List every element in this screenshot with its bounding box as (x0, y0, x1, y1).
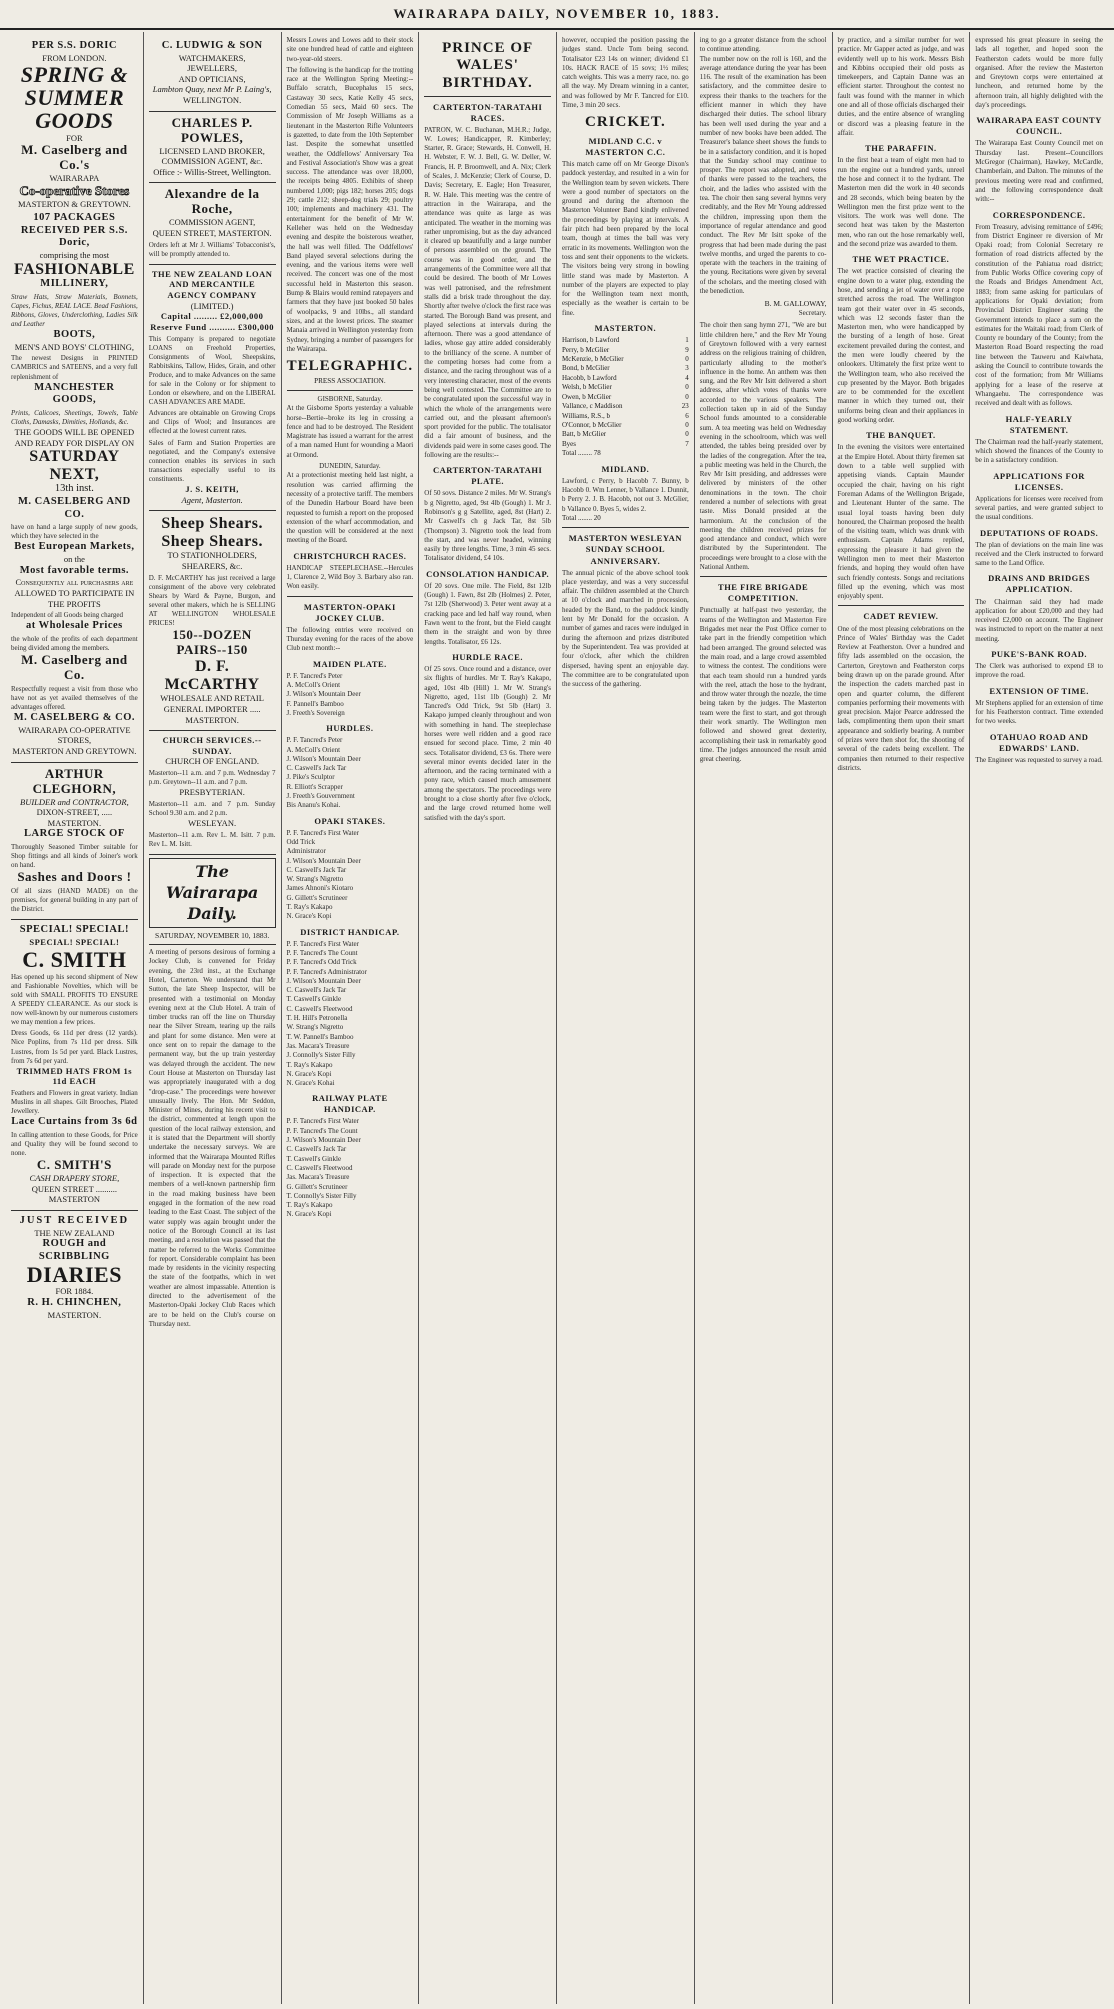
table-row (562, 364, 689, 373)
ad-caselberg: M. CASELBERG AND CO. (18, 496, 131, 520)
hurdles-heading: HURDLES. (326, 723, 374, 734)
prince-of-wales-headline: PRINCE OF WALES' (442, 40, 534, 73)
council-heading: WAIRARAPA EAST COUNTY COUNCIL. (976, 115, 1102, 137)
ad-line: PRESBYTERIAN. (179, 787, 245, 798)
ad-diaries: DIARIES (26, 1262, 122, 1288)
ad-line: LICENSED LAND BROKER, (159, 145, 265, 156)
wet-practice-heading: THE WET PRACTICE. (852, 254, 950, 265)
ad-manchester: MANCHESTER GOODS, (34, 381, 115, 406)
batsman-name: Perry, b McGlier (562, 345, 610, 354)
ad-line: MASTERTON. (47, 1309, 102, 1320)
table-row (562, 402, 689, 411)
opaki-entries: P. F. Tancred's First Water Odd Trick Administrator J. Wilson's Mountain Deer C. Caswell's Jack Tar W. Strang's Nigretto James Ahnoni's Kiotaro G. Gillett's Scrutineer T. Ray's Kakapo N. Grace's Kopi (286, 828, 361, 921)
ad-line: comprising the most (39, 249, 110, 260)
loan-agency-ad: THE NEW ZEALAND LOAN AND MERCANTILE AGENCY COMPANY (LIMITED.) Capital ......... £2,000,000 Reserve Fund .......... £300,000 This Company is prepared to negotiate LOANS on Freehold Properties, Consignments of Wool, Sheepskins, Rabbitskins, Tallow, Hides, Grain, and other Produce, and to make Advances on the same for sale in the Colony or for shipment to London or elsewhere, and on the LIBERAL CASH ADVANCES ARE MADE. Advances are obtainable on Growing Crops and Clips of Wool; and Insurances are effected at the lowest current rates. Sales of Farm and Station Properties are negotiated, and the Company's extensive connection enables its services in such transactions especially useful to its constituents. J. S. KEITH, Agent, Masterton. (149, 265, 276, 512)
correspondence-heading: CORRESPONDENCE. (992, 209, 1086, 220)
column-2 (144, 32, 282, 2004)
editorial-body: A meeting of persons desirous of forming a Jockey Club, is convened for Friday evening, the 23rd inst., at the Exchange Hotel, Carterton. We understand that Mr Sutton, the late Sheep Inspector, will be presented with a testimonial on Monday evening next at the Club Hotel. A train of timber trucks ran off the line on Thursday near the Silver Stream, tearing up the rails and plant for some distance. Men were at once sent on to repair the damage to the permanent way, but the up train yesterday was delayed through the accident. The new Court House at Masterton on Thursday last was appropriately inaugurated with a dog "drop-case." The proceedings were however unusually lively. The Hon. Mr Seddon, Minister of Mines, during his recent visit to the district, commented at length upon the question of the local railway extension, and it is stated that the Department will shortly undertake the necessary surveys. We are informed that the Wairarapa Mounted Rifles will parade on Monday next for the purpose of inspection. It is expected that the members of a well-known partnership firm in the road making business have been engaged in the formation of the new road leading to the East Coast. The subject of the water supply was again brought under the notice of the Borough Council at its last meeting, and a resolution was passed that the matter be referred to the Works Committee for report. Considerable complaint has been made by residents in the vicinity respecting the state of the footpaths, which in wet weather are almost impassable. Attention is directed to the advertisement of the Masterton-Opaki Jockey Club Races which are to be held on the Club's course on Thursday next. (148, 948, 276, 1328)
ad-name: C. LUDWIG & SON (161, 40, 263, 51)
ad-sign: M. Caselberg and Co. (21, 652, 128, 682)
ad-saturday: SATURDAY NEXT, (29, 448, 120, 483)
ad-sign: J. S. KEITH, (185, 484, 239, 495)
total-label: Total ........ 78 (562, 449, 601, 458)
batsman-name: Batt, b McGlier (562, 430, 607, 439)
cadet-review-heading: CADET REVIEW. (863, 611, 939, 622)
ad-line: SPECIAL! SPECIAL! (29, 937, 120, 948)
extension-heading: EXTENSION OF TIME. (989, 685, 1089, 696)
masterton-innings-heading: MASTERTON. (594, 323, 657, 334)
caselberg-ad: PER S.S. DORIC FROM LONDON. SPRING & SUMMER GOODS FOR M. Caselberg and Co.'s WAIRARAPA Co-operative Stores MASTERTON & GREYTOWN. 107 PACKAGES RECEIVED PER S.S. Doric, comprising the most FASHIONABLE MILLINERY, Straw Hats, Straw Materials, Bonnets, Capes, Fichus, REAL LACE. Bead Fashions, Ribbons, Gloves, Underclothing, Ladies Silk and Leather BOOTS, MEN'S AND BOYS' CLOTHING, The newest Designs in PRINTED CAMBRICS and SATEENS, and a very full replenishment of MANCHESTER GOODS, Prints, Calicoes, Sheetings, Towels, Table Cloths, Damasks, Dimities, Hollands, &c. THE GOODS WILL BE OPENED AND READY FOR DISPLAY ON SATURDAY NEXT, 13th inst. M. CASELBERG AND CO. have on hand a large supply of new goods, which they have selected in the Best European Markets, on the Most favorable terms. Consequently all purchasers are ALLOWED TO PARTICIPATE IN THE PROFITS Independent of all Goods being charged at Wholesale Prices the whole of the profits of each department being divided among the members. M. Caselberg and Co. Respectfully request a visit from those who have not as yet availed themselves of the advantages offered. M. CASELBERG & CO. WAIRARAPA CO-OPERATIVE STORES, MASTERTON AND GREYTOWN. (11, 36, 138, 763)
batsman-score: 23 (681, 402, 689, 411)
church-services: CHURCH SERVICES.--SUNDAY. CHURCH OF ENGLAND. Masterton--11 a.m. and 7 p.m. Wednesday 7 p.m. Greytown--11 a.m. and 7 p.m. PRESBYTERIAN. Masterton--11 a.m. and 7 p.m. Sunday School 9.30 a.m. and 2 p.m. WESLEYAN. Masterton--11 a.m. Rev L. M. Isitt. 7 p.m. Rev L. M. Isitt. (149, 731, 276, 855)
ad-line: on the (63, 554, 85, 565)
table-row (562, 430, 689, 439)
ad-line: CHURCH OF ENGLAND. (165, 756, 259, 767)
ad-line: DIXON-STREET, ..... MASTERTON. (36, 807, 113, 828)
column-6 (695, 32, 833, 2004)
column-6-body: The number now on the roll is 160, and the average attendance during the year has been 116. The result of the examination has been satisfactory, and the committee desire to express their thanks to the teachers for the efficient manner in which they have discharged their duties. The school library has been well used during the year and a number of new books have been added. The Treasurer's balance sheet shows the funds to be in a satisfactory condition, and it is hoped that the Sunday school may continue to prosper. The report was adopted, and votes of thanks were passed to the teachers, the choir, and the ladies who assisted with the tea. The choir then sang several hymns very creditably, and the Rev Mr Young addressed the children, impressing upon them the importance of regular attendance and good conduct. The Rev Mr Isitt spoke of the progress that had been made during the past twelve months, and urged the parents to co-operate with the teachers in the training of the young. Recitations were given by several of the scholars, and the meeting closed with the benediction. (699, 54, 827, 296)
ad-line: FOR 1884. (55, 1286, 94, 1297)
ad-most: Most favorable terms. (19, 564, 130, 576)
carterton-plate-heading: CARTERTON-TARATAHI PLATE. (432, 465, 543, 487)
fire-brigade-heading: THE FIRE BRIGADE COMPETITION. (718, 582, 809, 604)
column-3-intro: Messrs Lowes and Lowes add to their stock site one hundred head of cattle and eighteen two-year-old steers. (286, 36, 414, 63)
carterton-races-heading: CARTERTON-TARATAHI RACES. (432, 101, 543, 123)
batsman-name: Byes (562, 439, 576, 448)
hurdle-race-body: Of 25 sovs. Once round and a distance, over six flights of hurdles. Mr T. Ray's Kakapo, aged, 10st 4lb (Hill) 1. Mr W. Strang's Nigretto, aged, 11st 1lb (Gough) 2. Mr Tancred's Odd Trick, 9st 5lb (Hart) 3. Kakapo jumped cleanly throughout and won with something in hand. The steeplechase horses were well ridden and a good race ensued for second place. Time, 2 min 40 secs. Totalisator dividend, £3 6s. There were several minor events decided later in the afternoon, and the racing terminated with a pony race, which caused much amusement among the spectators. The proceedings were brought to a close shortly after five o'clock, and the large crowd returned home well satisfied with the day's sport. (424, 664, 551, 822)
mccarthy-ad: Sheep Shears. Sheep Shears. TO STATIONHOLDERS, SHEARERS, &c. D. F. McCARTHY has just received a large consignment of the above very celebrated Shears by Ward & Payne, Burgon, and several other makers, which he is SELLING AT WELLINGTON WHOLESALE PRICES! 150--DOZEN PAIRS--150 D. F. McCARTHY WHOLESALE AND RETAIL GENERAL IMPORTER ..... MASTERTON. (149, 511, 276, 731)
batsman-name: Williams, R.S., b (562, 411, 610, 420)
ad-line: THE NEW ZEALAND (34, 1227, 115, 1238)
batsman-score: 9 (685, 345, 689, 354)
table-row (562, 355, 689, 364)
signature-role: Secretary. (798, 309, 827, 318)
ad-name: C. SMITH (22, 946, 127, 972)
ad-line: WAIRARAPA (49, 173, 100, 183)
ad-line: Office :- Willis-Street, Wellington. (153, 166, 271, 177)
ad-title: SPRING & (20, 62, 129, 88)
otahuao-heading: OTAHUAO ROAD AND EDWARDS' LAND. (989, 731, 1089, 753)
deputations-heading: DEPUTATIONS OF ROADS. (979, 527, 1099, 538)
ad-display: THE GOODS WILL BE OPENED AND READY FOR DISPLAY ON (14, 427, 135, 448)
column-5-lead: however, occupied the position passing the judges stand. Uncle Tom being second. Totalisator £23 14s on winner; dividend £1 10s. HACK RACE of 15 sovs; 1½ miles; catch weights. This was a merry race, no. go all the way. My Dream winning in a canter, and was followed by Mr F. Tancred for £10. Time, 3 min 20 secs. (562, 36, 689, 110)
table-row (562, 412, 689, 421)
column-3 (282, 32, 420, 2004)
ad-line: WAIRARAPA CO-OPERATIVE STORES, (18, 724, 131, 746)
paraffin-body: In the first heat a team of eight men had to run the engine out a hundred yards, unreel the hose and connect it to the hydrant. The Masterton men did the work in 40 seconds and 28 seconds, which being beaten by the Wellington men the first prize went to the visitors. The work was well done. The second heat was taken by the Masterton men, who ran out the hose remarkably well, and the second prize was awarded to them. (837, 156, 965, 248)
ad-line: AND OPTICIANS, (178, 73, 246, 84)
roche-ad: Alexandre de la Roche, COMMISSION AGENT, QUEEN STREET, MASTERTON. Orders left at Mr J. Williams' Tobacconist's, will be promptly attended to. (149, 183, 276, 264)
ad-wholesale: at Wholesale Prices (25, 620, 123, 632)
batsman-score: 6 (685, 411, 689, 420)
pukes-body: The Clerk was authorised to expend £8 to improve the road. (975, 662, 1103, 680)
consolation-heading: CONSOLATION HANDICAP. (426, 568, 550, 579)
ad-line: TO STATIONHOLDERS, SHEARERS, &c. (167, 550, 257, 572)
column-1 (6, 32, 144, 2004)
ad-capital: Capital ......... £2,000,000 (160, 311, 264, 322)
masterton-total (562, 449, 689, 458)
ad-line: GENERAL IMPORTER ..... MASTERTON. (163, 703, 261, 725)
batsman-score: 1 (685, 336, 689, 345)
masterton-opaki-heading: MASTERTON-OPAKI JOCKEY CLUB. (303, 601, 396, 623)
masthead (0, 0, 1114, 30)
table-row (562, 374, 689, 383)
ad-line: Agent, Masterton. (181, 494, 243, 505)
column-7 (833, 32, 971, 2004)
ad-line: WHOLESALE AND RETAIL (160, 693, 264, 704)
council-body: The Wairarapa East County Council met on Thursday last. Present--Councillors McGregor (Chairman), Hawkey, McCardle, Chamberlain, and Dalton. The minutes of the previous meeting were read and confirmed, and the following correspondence dealt with:-- (975, 139, 1103, 204)
batsman-name: Harrison, b Lawford (562, 336, 620, 345)
ludwig-ad (149, 36, 276, 112)
ad-address: M. CASELBERG & CO. (13, 712, 136, 724)
ad-packages: 107 PACKAGES RECEIVED PER S.S. Doric, (20, 212, 128, 249)
christchurch-races-heading: CHRISTCHURCH RACES. (293, 550, 407, 561)
ad-sashes: Sashes and Doors ! (17, 869, 132, 885)
masthead-title: WAIRARAPA DAILY, NOVEMBER 10, 1883. (393, 6, 721, 21)
ad-sign: C. SMITH'S (36, 1157, 112, 1173)
table-row (562, 346, 689, 355)
batsman-name: Welsh, b McGlier (562, 383, 612, 392)
half-yearly-heading: HALF-YEARLY STATEMENT. (1005, 413, 1073, 435)
dateline-gisborne: GISBORNE, Saturday. (317, 394, 383, 403)
ad-title: CHURCH SERVICES.--SUNDAY. (162, 735, 262, 756)
column-3-body: The following is the handicap for the trotting race at the Wellington Spring Meeting:--Buffalo scratch, Bucephalus 15 secs, Castaway 30 secs, Katie Kelly 45 secs, Comedian 55 secs, Maid 60 secs. The Commission of Mr Joseph Williams as a lieutenant in the Masterton Rifle Volunteers is gazetted, to date from the 10th September last. Despite the somewhat unsettled weather, the Oddfellows' Anniversary Tea and Festival Association's Show was a great success. The attendance was over 18,000, the receipts being 4805. Exhibits of sheep numbered 1,000; pigs 182; horses 205; dogs 29; cattle 212; sheep-dog trials 29; poultry 100; implements and machinery 431. The entertainment for the benefit of Mr W. Kelleher was held on the Wednesday evening and despite the boisterous weather, the hall was well filled. The Oddfellows' Band played several selections during the evening, and the various items were well received. The concert was one of the most successful held in Masterton this season. Bump & Blairs would remind ratepayers and farmers that they have just booked 50 bales of woolpacks, 9 and 10lbs., all standard sizes, and at the lowest prices. The steamer Manaia arrived in Wellington yesterday from Sydney, bringing a number of passengers for the Wairarapa. (286, 65, 414, 353)
ad-dozen: 150--DOZEN PAIRS--150 (172, 627, 252, 658)
batsman-name: Bond, b McGlier (562, 364, 610, 373)
ad-line: QUEEN STREET, MASTERTON. (152, 227, 272, 238)
ad-line: WESLEYAN. (188, 818, 237, 829)
ad-line: WATCHMAKERS, (178, 52, 246, 63)
signature: B. M. GALLOWAY, (764, 299, 827, 309)
birthday-headline: BIRTHDAY. (442, 75, 533, 91)
christchurch-body: HANDICAP STEEPLECHASE.--Hercules 1, Clarence 2, Wild Boy 3. Barbary also ran. Won easily. (286, 563, 414, 591)
maiden-entries: P. F. Tancred's Peter A. McColl's Orient J. Wilson's Mountain Deer F. Pannell's Bamboo J. Freeth's Sovereign (286, 671, 361, 717)
ad-european: Best European Markets, (14, 541, 135, 553)
ad-name: R. H. CHINCHEN, (27, 1297, 122, 1309)
batsman-score: 7 (685, 439, 689, 448)
ad-line: QUEEN STREET .......... MASTERTON (31, 1183, 118, 1205)
ad-name: CHARLES P. POWLES, (171, 114, 253, 145)
ad-name: ARTHUR CLEGHORN, (32, 765, 117, 796)
carterton-plate-body: Of 50 sovs. Distance 2 miles. Mr W. Strang's b g Nigretto, aged, 9st 4lb (Gough) 1. Mr J. Robinson's g g Satellite, aged, 8st (Hart) 2. Mr Caswell's ch g Jack Tar, 8st 5lb (Thompson) 3. Nigretto took the lead from the start, and was never headed, winning easily by three lengths. Time, 3 min 45 secs. Totalisator dividend, £4 10s. (424, 489, 551, 563)
railway-entries: P. F. Tancred's First Water P. F. Tancred's The Count J. Wilson's Mountain Deer C. Caswell's Jack Tar T. Caswell's Ginkle C. Caswell's Fleetwood Jas. Macara's Treasure G. Gillett's Scrutineer T. Connolly's Sister Filly T. Ray's Kakapo N. Grace's Kopi (286, 1117, 361, 1219)
cleghorn-ad: ARTHUR CLEGHORN, BUILDER and CONTRACTOR, DIXON-STREET, ..... MASTERTON. LARGE STOCK OF Thoroughly Seasoned Timber suitable for Shop fittings and all kinds of Joiner's work on hand. Sashes and Doors ! Of all sizes (HAND MADE) on the premises, for general building in any part of the District. (11, 763, 138, 921)
maiden-plate-heading: MAIDEN PLATE. (312, 658, 387, 669)
ad-line: MASTERTON & GREYTOWN. (18, 198, 131, 209)
ad-line: FROM LONDON. (42, 52, 107, 63)
cadet-review-body: One of the most pleasing celebrations on the Prince of Wales' Birthday was the Cadet Review at Featherston. Over a hundred and fifty lads assembled on the occasion, the Carterton, Greytown and Featherston corps being drawn up on the parade ground. After the inspection the cadets marched past in open and quarter column, the different companies performing their movements with great precision. Major Pearce addressed the lads, complimenting them upon their smart appearance and soldierly bearing. A number of prizes were then shot for, the shooting of several of the cadets being excellent. The companies then returned to their respective districts. (837, 624, 965, 772)
ad-fashionable: FASHIONABLE (13, 260, 135, 278)
ad-title: Sheep Shears. (161, 515, 263, 533)
telegraphic-heading: TELEGRAPHIC. (286, 358, 414, 375)
ad-boots: BOOTS, (53, 329, 96, 341)
ad-line: PER S.S. DORIC (31, 40, 117, 51)
ad-line: BUILDER and CONTRACTOR, (20, 796, 129, 807)
ad-mens: MEN'S AND BOYS' CLOTHING, (14, 341, 134, 352)
ad-title: Sheep Shears. (161, 532, 263, 550)
ad-stores: Co-operative Stores (19, 182, 130, 198)
ad-store: M. Caselberg and Co.'s (21, 142, 128, 173)
ad-stock: LARGE STOCK OF (24, 828, 125, 840)
batsman-name: McKenzie, b McGlier (562, 354, 624, 363)
hurdles-entries: P. F. Tancred's Peter A. McColl's Orient J. Wilson's Mountain Deer C. Caswell's Jack Tar J. Pike's Sculptor R. Elliott's Scrapper J. Freeth's Gouvernment Bis Ananu's Kohai. (286, 736, 361, 810)
cricket-body: This match came off on Mr George Dixon's paddock yesterday, and resulted in a win for the Wellington team by seven wickets. There were a good number of spectators on the ground and during the afternoon the Masterton Volunteer Band kindly enlivened the proceedings by playing at intervals. A fair pitch had been prepared by the local team, though at times the ball was very erratic in its movements. Wellington won the toss and sent their opponents to the wickets. The visitors being very strong in bowling little stand was made by Masterton. A number of the players are expected to play for the Wellington team next month, especially as the weather is certain to be fine. (562, 159, 689, 317)
batsman-score: 0 (685, 430, 689, 439)
batsman-score: 0 (685, 354, 689, 363)
dunedin-body: At a protectionist meeting held last night, a resolution was carried affirming the necessity of a protective tariff. The members of the Dunedin Harbour Board have been requested to furnish a report on the proposed extension of the wharf accommodation, and the question will be considered at the next meeting of the Board. (286, 471, 414, 545)
opaki-stakes-heading: OPAKI STAKES. (314, 815, 386, 826)
wesleyan-body: The annual picnic of the above school took place yesterday, and was a very successful affair. The children assembled at the Church at 10 o'clock and marched in procession, headed by the Band, to the paddock kindly lent by Mr Donald for the occasion. A number of games and races were indulged in during the afternoon and prizes distributed by the Superintendent. Tea was provided at four o'clock, after which the children dispersed, having spent an enjoyable day. The committee are to be congratulated upon the success of the gathering. (562, 568, 689, 689)
column-6-body-2: The choir then sang hymn 271, "We are but little children here," and the Rev Mr Young of Greytown followed with a very earnest address on the religious training of children, particularly alluding to the mother's influence in the home. An anthem was then sung, and the Rev Mr Isitt delivered a short address, after which votes of thanks were accorded to the various speakers. The collection taken up in aid of the Sunday School funds amounted to a considerable sum. A tea meeting was held on Wednesday evening in the schoolroom, which was well attended, the tables being presided over by the ladies of the congregation. After the tea, a public meeting was held in the Church, the Rev Mr Isitt presiding, and addresses were delivered by ministers of the other denominations in the town. The choir rendered a number of selections with great taste. Miss Donald presided at the harmonium. At the conclusion of the meeting the children received prizes for good attendance and conduct, which were distributed by the Superintendent. The proceedings were brought to a close with the National Anthem. (699, 321, 827, 572)
pukes-heading: PUKE'S-BANK ROAD. (991, 649, 1088, 660)
masterton-innings-table (562, 336, 689, 449)
batsman-name: O'Connor, b McGlier (562, 421, 622, 429)
column-8-lead: expressed his great pleasure in seeing the lads all together, and hoped soon the Featherston cadets would be more fully organised. After the review the Masterton and Greytown corps were entertained at luncheon, and returned home by the afternoon train, all highly delighted with the day's proceedings. (975, 36, 1103, 110)
drains-heading: DRAINS AND BRIDGES APPLICATION. (988, 573, 1091, 595)
half-yearly-body: The Chairman read the half-yearly statement, which showed the finances of the County to be in a satisfactory condition. (975, 437, 1103, 465)
ad-millinery: MILLINERY, (40, 278, 109, 290)
column-4 (419, 32, 557, 2004)
paraffin-heading: THE PARAFFIN. (865, 143, 937, 154)
column-8 (970, 32, 1108, 2004)
ad-consequently: Consequently all purchasers are ALLOWED TO PARTICIPATE IN THE PROFITS (14, 577, 135, 609)
table-row (562, 421, 689, 430)
district-entries: P. F. Tancred's First Water P. F. Tancred's The Count P. F. Tancred's Odd Trick P. F. Tancred's Administrator J. Wilson's Mountain Deer C. Caswell's Jack Tar T. Caswell's Ginkle C. Caswell's Fleetwood T. H. Hill's Petronella W. Strang's Nigretto T. W. Pannell's Bamboo Jas. Macara's Treasure J. Connolly's Sister Filly T. Ray's Kakapo N. Grace's Kopi N. Grace's Kohai (286, 939, 367, 1088)
ad-line: (LIMITED.) (190, 300, 234, 311)
wet-practice-body: The wet practice consisted of clearing the engine down to a water plug, extending the hose, and sending a jet of water over a rope stretched across the road. The Wellington team got their water over in 45 seconds, which was 12 seconds faster than the Masterton men, who were handicapped by the bursting of a length of hose. Great excitement prevailed during the contest, and the men were loudly cheered by the onlookers. Ultimately the first prize went to the Wellington team, who also received the cup presented by the Mayor. Both brigades are to be commended for the excellent manner in which they turned out, their uniforms being clean and their appliances in good working order. (837, 267, 965, 425)
ad-rough: ROUGH and SCRIBBLING (38, 1238, 110, 1262)
batsman-name: Hacobb, b Lawford (562, 373, 617, 382)
drains-body: The Chairman said they had made application for about £20,000 and they had received £2,000 on account. The Engineer was instructed to report on the matter at next meeting. (975, 597, 1103, 643)
table-row (562, 440, 689, 449)
midland-innings-heading: MIDLAND. (601, 463, 650, 474)
ad-lace: Lace Curtains from 3s 6d (11, 1116, 138, 1128)
table-row (562, 336, 689, 345)
ad-line: MASTERTON AND GREYTOWN. (12, 746, 137, 756)
batsman-score: 0 (685, 392, 689, 401)
extension-body: Mr Stephens applied for an extension of time for his Featherston contract. Time extended for two weeks. (975, 698, 1103, 726)
ad-line: COMMISSION AGENT, (168, 217, 256, 228)
midland-total (562, 514, 689, 523)
column-6-lead: ing to go a greater distance from the school to continue attending. (699, 36, 827, 54)
newspaper-page (6, 32, 1108, 2004)
midland-innings-body: Lawford, c Perry, b Hacobb 7. Bunny, b Hacobb 0. Wm Lenner, b Vallance 1. Dunnit, b Perry 2. J. B. Hacobb, not out 3. McGlier, b Vallance 0. Byes 5, wides 2. (562, 476, 689, 513)
entries-intro: The following entries were received on Thursday evening for the races of the above Club next month:-- (286, 625, 414, 653)
ad-line: Lambton Quay, next Mr P. Laing's, (152, 84, 272, 95)
batsman-name: Owen, b McGlier (562, 392, 612, 401)
fire-brigade-body: Punctually at half-past two yesterday, the teams of the Wellington and Masterton Fire Brigades met near the Post Office corner to take part in the friendly competition which had been arranged. The ground selected was the main road, and a large crowd assembled to witness the contest. The conditions were that each team should run a hundred yards with the reel, attach the hose to the hydrant, and throw water through the nozzle, the time being taken by the judges. The Masterton team were the first to start, and got through their work smartly. The Wellington men followed and showed great dexterity, accomplishing their task in remarkably good time. The judges announced the result amid great cheering. (699, 606, 827, 764)
smith-ad: SPECIAL! SPECIAL! SPECIAL! SPECIAL! C. SMITH Has opened up his second shipment of New and Fashionable Novelties, which will be sold with SMALL PROFITS TO ENSURE A SPEEDY CLEARANCE. As our stock is now well-known by our numerous customers we may mention a few prices. Dress Goods, 6s 11d per dress (12 yards). Nice Poplins, from 7s 11d per dress. Silk Lustres, from 1s 5d per yard. Black Lustres, from 7s 6d per yard. TRIMMED HATS FROM 1s 11d EACH Feathers and Flowers in great variety. Indian Muslins in all shapes. Gilt Brooches, Plated Jewellery. Lace Curtains from 3s 6d In calling attention to these Goods, for Price and Quality they will be found second to none. C. SMITH'S CASH DRAPERY STORE, QUEEN STREET .......... MASTERTON (11, 920, 138, 1210)
cricket-heading: CRICKET. (585, 114, 666, 131)
ad-line: WELLINGTON. (183, 95, 242, 106)
ad-table: TRIMMED HATS FROM 1s 11d EACH (16, 1065, 133, 1087)
race-report-body: PATRON, W. C. Buchanan, M.H.R.; Judge, W. Lowes; Handicapper, R. Kimberley; Starter, R. Grace; Stewards, H. Conwell, H. H. Webster, F. W. J. Bell, G. W. Deller, W. Francis, H. P. Broomwell, and A. Nix; Clerk of Scales, J. McKenzie; Clerk of Course, D. Davis; Secretary, E. Eagle; Hon Treasurer, R. W. Hale. This meeting was the centre of attraction in the Wairarapa, and the attendance was quite as large as was anticipated. The weather in the morning was rather unpromising, but as the day advanced it cleared up beautifully and a large number of persons assembled on the ground. The course was in good order, and the arrangements of the Committee were all that could be desired. The booth of Mr Lowes was well patronised, and the refreshment stalls did a brisk trade throughout the day. Shortly after twelve o'clock the first race was started. The Borough Band was present, and played selections at intervals during the afternoon. There was a good attendance of ladies, whose gay attire added considerably to the brilliancy of the scene. A number of the competing horses had come from a distance, and the racing throughout was of a very interesting character, most of the events being well contested. The Committee are to be congratulated upon the successful way in which the whole of the arrangements were carried out, and the pleasant afternoon's sport provided for the public. The totalisator did a fair amount of business, and the dividends paid were in some cases good. The following are the results:-- (424, 125, 551, 459)
column-5 (557, 32, 695, 2004)
ad-name: Alexandre de la Roche, (164, 186, 260, 217)
otahuao-body: The Engineer was requested to survey a road. (975, 755, 1103, 764)
consolation-body: Of 20 sovs. One mile. The Field, 8st 12lb (Gough) 1. Fawn, 8st 2lb (Holmes) 2. Peter, 7st 12lb (Sherwood) 3. Peter went away at a cracking pace and led half way round, when Fawn went to the front, but the Field caught them in the straight and won by three lengths. Totalisator, £6 12s. (424, 581, 551, 646)
newspaper-nameplate: The Wairarapa Daily. (149, 858, 276, 928)
ad-reserve: Reserve Fund .......... £300,000 (150, 321, 274, 332)
applications-body: Applications for licenses were received from several parties, and were granted subject to the usual conditions. (975, 494, 1103, 522)
correspondence-body: From Treasury, advising remittance of £496; from District Engineer re diversion of Mr Opaki road; from Colonial Secretary re formation of road districts affected by the constitution of the Pahiatua road district; from Public Works Office covering copy of the Roads and Bridges Amendment Act, 1883; from same asking for particulars of applications for Opaki deviation; from Provincial District Engineer stating the Government intends to place a sum on the estimates for the Waitaki road; from Clerk of County re boundary of the County; from the Masterton Road Board respecting the road line between the Tauweru and Kaiwhata, asking the Council to contribute towards the cost of the formation; from Mr Williams applying for a lease of the reserve at Whangaehu. The correspondence was received and dealt with as follows. (975, 222, 1103, 408)
ad-line: JEWELLERS, (187, 63, 238, 74)
midland-masterton-heading: MIDLAND C.C. v MASTERTON C.C. (585, 135, 666, 157)
ad-date: 13th inst. (54, 483, 94, 495)
banquet-body: In the evening the visitors were entertained at the Empire Hotel. About thirty firemen sat down to a table well supplied with appetising viands. Captain Maunder occupied the chair, having on his right Foreman Adams of the Wellington Brigade, and Lieutenant Hunter of the same. The usual loyal toasts having been duly honoured, the Chairman proposed the health of the visiting team, which was drunk with enthusiasm. Captain Adams replied, expressing the pleasure it had given the Wellington men to meet their Masterton friends, and hoping they would often have such friendly contests. Songs and recitations filled up the evening, which was most enjoyably spent. (837, 443, 965, 601)
ad-line: CASH DRAPERY STORE, (29, 1173, 120, 1184)
ad-line: COMMISSION AGENT, &c. (161, 156, 263, 167)
district-handicap-heading: DISTRICT HANDICAP. (300, 926, 400, 937)
powles-ad (149, 112, 276, 184)
banquet-heading: THE BANQUET. (866, 430, 936, 441)
ad-sign: D. F. McCARTHY (164, 658, 260, 693)
table-row (562, 393, 689, 402)
ad-title: SPECIAL! SPECIAL! (19, 924, 129, 936)
ad-line: FOR (66, 132, 83, 143)
table-row (562, 383, 689, 392)
railway-plate-heading: RAILWAY PLATE HANDICAP. (312, 1093, 388, 1115)
hurdle-race-heading: HURDLE RACE. (452, 651, 523, 662)
total-label: Total ........ 20 (562, 513, 601, 522)
batsman-score: 0 (685, 421, 689, 429)
ad-title: THE NEW ZEALAND LOAN AND MERCANTILE AGENCY COMPANY (151, 268, 273, 301)
ad-title: GOODS (35, 108, 114, 134)
press-association: PRESS ASSOCIATION. (314, 376, 386, 385)
wesleyan-heading: MASTERTON WESLEYAN SUNDAY SCHOOL ANNIVERSARY. (568, 533, 682, 566)
batsman-score: 0 (685, 383, 689, 392)
deputations-body: The plan of deviations on the main line was received and the Clerk instructed to forward same to the Land Office. (975, 540, 1103, 568)
ad-title: SUMMER (24, 85, 125, 111)
batsman-score: 4 (685, 373, 689, 382)
batsman-name: Vallance, c Maddison (562, 402, 623, 411)
applications-heading: APPLICATIONS FOR LICENSES. (993, 470, 1085, 492)
batsman-score: 3 (685, 364, 689, 373)
dateline: SATURDAY, NOVEMBER 10, 1883. (149, 931, 276, 945)
chinchen-ad (11, 1211, 138, 1325)
gisborne-body: At the Gisborne Sports yesterday a valuable horse--Bertie--broke its leg in crossing a fence and had to be destroyed. The Resident Magistrate has issued a warrant for the arrest of a man named Hunt for wounding a Maori at Ormond. (286, 404, 414, 459)
dateline-dunedin: DUNEDIN, Saturday. (319, 462, 381, 471)
column-7-lead: by practice, and a similar number for wet practice. Mr Gapper acted as judge, and was evidently well up to his work. Messrs Bish and Kibbins occupied their old posts as timekeepers, and Captain Danne was an efficient starter. Throughout the contest no fault was found with the manner in which one and all of those officials discharged their duties, and the entire absence of wrangling or discord was a pleasing feature in the affair. (837, 36, 965, 137)
ad-title: JUST RECEIVED (19, 1214, 130, 1226)
